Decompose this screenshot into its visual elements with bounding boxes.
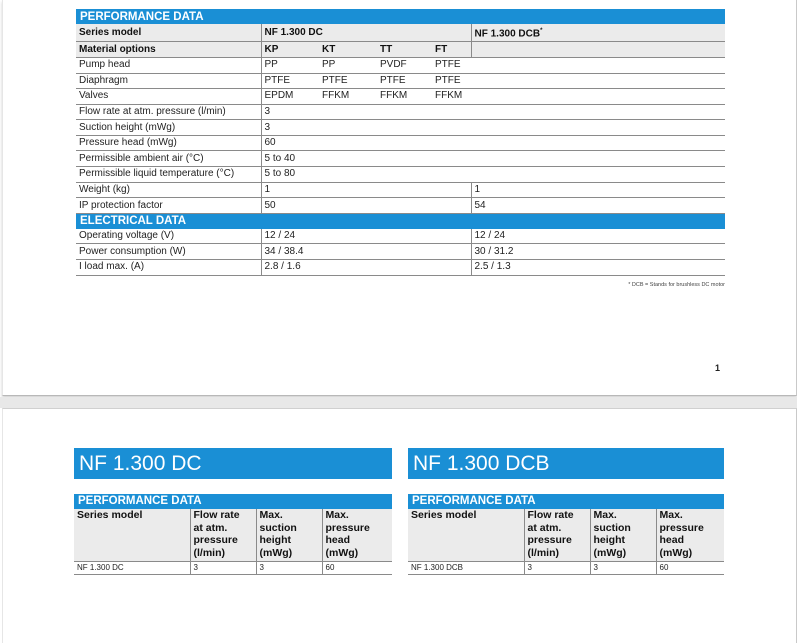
liquid-label: Permissible liquid temperature (°C) <box>76 167 261 183</box>
dc-performance-table <box>74 494 392 575</box>
series-dcb: NF 1.300 DCB <box>474 28 541 40</box>
dc-title-bar: NF 1.300 DC <box>74 448 392 479</box>
ip-dcb: 54 <box>471 198 725 214</box>
dcb-perf-heading: PERFORMANCE DATA <box>408 494 724 509</box>
pump-head-kt: PP <box>319 57 377 73</box>
material-ft: FT <box>432 42 471 58</box>
electrical-header <box>76 213 725 229</box>
performance-header <box>76 9 725 24</box>
valves-tt: FFKM <box>377 89 432 105</box>
weight-label: Weight (kg) <box>76 182 261 198</box>
suction-value: 3 <box>261 120 725 136</box>
dcb-head-header: Max. pressure head (mWg) <box>656 509 724 562</box>
ambient-row <box>76 151 725 167</box>
material-tt: TT <box>377 42 432 58</box>
ambient-value: 5 to 40 <box>261 151 725 167</box>
iload-label: I load max. (A) <box>76 260 261 276</box>
weight-dc: 1 <box>261 182 471 198</box>
valves-row <box>76 89 725 105</box>
power-label: Power consumption (W) <box>76 244 261 260</box>
diaphragm-row <box>76 73 725 89</box>
power-dc: 34 / 38.4 <box>261 244 471 260</box>
pressure-value: 60 <box>261 135 725 151</box>
dc-flow-header: Flow rate at atm. pressure (l/min) <box>190 509 256 562</box>
iload-dcb: 2.5 / 1.3 <box>471 260 725 276</box>
pump-head-tt: PVDF <box>377 57 432 73</box>
page-number: 1 <box>715 363 721 373</box>
material-row <box>76 42 725 58</box>
diaphragm-label: Diaphragm <box>76 73 261 89</box>
suction-label: Suction height (mWg) <box>76 120 261 136</box>
dcb-flow: 3 <box>524 562 590 575</box>
weight-dcb: 1 <box>471 182 725 198</box>
valves-label: Valves <box>76 89 261 105</box>
diaphragm-dcb <box>471 73 725 89</box>
dc-series-label: Series model <box>74 509 190 562</box>
dcb-suction-header: Max. suction height (mWg) <box>590 509 656 562</box>
voltage-row <box>76 229 725 244</box>
pump-head-ft: PTFE <box>432 57 471 73</box>
dcb-data-row <box>408 562 724 575</box>
dc-head-header: Max. pressure head (mWg) <box>322 509 392 562</box>
series-label: Series model <box>76 24 261 42</box>
dc-head: 60 <box>322 562 392 575</box>
dc-model: NF 1.300 DC <box>74 562 190 575</box>
valves-kp: EPDM <box>261 89 319 105</box>
valves-kt: FFKM <box>319 89 377 105</box>
diaphragm-ft: PTFE <box>432 73 471 89</box>
page-gap <box>0 397 797 408</box>
material-kt: KT <box>319 42 377 58</box>
flow-row <box>76 104 725 120</box>
series-row <box>76 24 725 42</box>
material-label: Material options <box>76 42 261 58</box>
voltage-dc: 12 / 24 <box>261 229 471 244</box>
valves-ft: FFKM <box>432 89 471 105</box>
series-dcb-mark: * <box>540 28 543 34</box>
electrical-heading: ELECTRICAL DATA <box>76 213 725 229</box>
pump-head-kp: PP <box>261 57 319 73</box>
dc-suction-header: Max. suction height (mWg) <box>256 509 322 562</box>
ip-row <box>76 198 725 214</box>
weight-row <box>76 182 725 198</box>
dc-flow: 3 <box>190 562 256 575</box>
dc-perf-heading: PERFORMANCE DATA <box>74 494 392 509</box>
dcb-flow-header: Flow rate at atm. pressure (l/min) <box>524 509 590 562</box>
pressure-label: Pressure head (mWg) <box>76 135 261 151</box>
pump-head-row <box>76 57 725 73</box>
page-1 <box>2 0 797 396</box>
diaphragm-tt: PTFE <box>377 73 432 89</box>
ambient-label: Permissible ambient air (°C) <box>76 151 261 167</box>
dcb-head: 60 <box>656 562 724 575</box>
flow-value: 3 <box>261 104 725 120</box>
pressure-row <box>76 135 725 151</box>
liquid-row <box>76 167 725 183</box>
pump-head-label: Pump head <box>76 57 261 73</box>
power-dcb: 30 / 31.2 <box>471 244 725 260</box>
iload-dc: 2.8 / 1.6 <box>261 260 471 276</box>
material-dcb-empty <box>471 42 725 58</box>
series-dc: NF 1.300 DC <box>261 24 471 42</box>
pump-head-dcb <box>471 57 725 73</box>
performance-heading: PERFORMANCE DATA <box>76 9 725 24</box>
diaphragm-kp: PTFE <box>261 73 319 89</box>
dcb-series-label: Series model <box>408 509 524 562</box>
iload-row <box>76 260 725 276</box>
flow-label: Flow rate at atm. pressure (l/min) <box>76 104 261 120</box>
dc-column-headers <box>74 509 392 562</box>
voltage-label: Operating voltage (V) <box>76 229 261 244</box>
dc-suction: 3 <box>256 562 322 575</box>
page-2 <box>2 408 797 643</box>
dcb-model: NF 1.300 DCB <box>408 562 524 575</box>
ip-label: IP protection factor <box>76 198 261 214</box>
dcb-suction: 3 <box>590 562 656 575</box>
dcb-title-bar: NF 1.300 DCB <box>408 448 724 479</box>
valves-dcb <box>471 89 725 105</box>
ip-dc: 50 <box>261 198 471 214</box>
liquid-value: 5 to 80 <box>261 167 725 183</box>
footnote: * DCB = Stands for brushless DC motor <box>628 282 725 288</box>
series-dcb-cell <box>471 24 725 42</box>
voltage-dcb: 12 / 24 <box>471 229 725 244</box>
performance-table <box>76 9 725 276</box>
dcb-performance-table <box>408 494 724 575</box>
dcb-column-headers <box>408 509 724 562</box>
suction-row <box>76 120 725 136</box>
diaphragm-kt: PTFE <box>319 73 377 89</box>
material-kp: KP <box>261 42 319 58</box>
power-row <box>76 244 725 260</box>
dc-data-row <box>74 562 392 575</box>
